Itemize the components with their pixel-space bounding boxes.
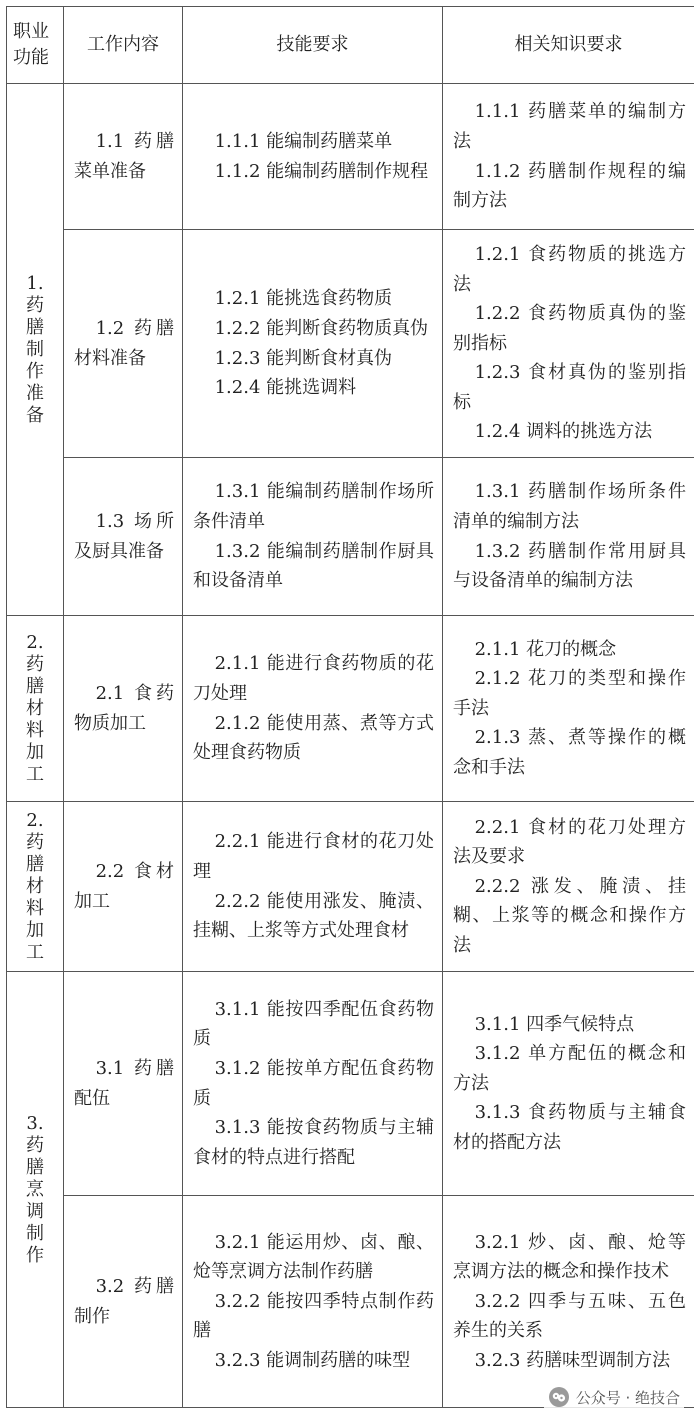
knowledge-cell	[443, 972, 695, 1196]
skill-item: 2.1.1 能进行食药物质的花刀处理	[193, 653, 434, 704]
skill-item: 1.3.2 能编制药膳制作厨具和设备清单	[193, 540, 434, 592]
work-content: 2.1 食药物质加工	[74, 682, 174, 734]
knowledge-item: 3.1.2 单方配伍的概念和方法	[453, 1043, 686, 1094]
skill-item: 3.2.1 能运用炒、卤、酿、炝等烹调方法制作药膳	[193, 1231, 434, 1283]
function-cell-2-repeat	[7, 802, 64, 972]
knowledge-item: 1.2.3 食材真伪的鉴别指标	[453, 362, 686, 413]
knowledge-cell	[443, 802, 695, 972]
header-work: 工作内容	[64, 7, 183, 84]
table-row	[7, 802, 695, 972]
skill-cell	[183, 230, 443, 458]
knowledge-item: 3.1.3 食药物质与主辅食材的搭配方法	[453, 1102, 686, 1153]
table-row	[7, 84, 695, 230]
knowledge-cell	[443, 84, 695, 230]
knowledge-item: 1.2.2 食药物质真伪的鉴别指标	[453, 303, 686, 354]
work-content: 1.3 场所及厨具准备	[74, 510, 174, 562]
skill-item: 1.1.2 能编制药膳制作规程	[214, 160, 429, 182]
skill-item: 2.2.2 能使用涨发、腌渍、挂糊、上浆等方式处理食材	[193, 890, 434, 942]
table-row	[7, 616, 695, 802]
skill-item: 1.2.1 能挑选食药物质	[214, 288, 393, 310]
work-content: 2.2 食材加工	[74, 860, 174, 912]
knowledge-item: 3.1.1 四季气候特点	[474, 1013, 635, 1035]
function-cell-1	[7, 84, 64, 616]
knowledge-item: 2.2.1 食材的花刀处理方法及要求	[453, 816, 686, 868]
knowledge-cell	[443, 230, 695, 458]
skill-item: 1.1.1 能编制药膳菜单	[214, 130, 393, 152]
work-cell	[64, 972, 183, 1196]
skill-cell	[183, 802, 443, 972]
table-header-row	[7, 7, 695, 84]
knowledge-item: 1.3.1 药膳制作场所条件清单的编制方法	[453, 481, 686, 532]
skill-requirements-table	[6, 6, 694, 1408]
work-cell	[64, 802, 183, 972]
table-row	[7, 1196, 695, 1408]
knowledge-item: 1.2.4 调料的挑选方法	[474, 421, 653, 443]
knowledge-item: 2.1.3 蒸、煮等操作的概念和手法	[453, 727, 686, 778]
knowledge-cell	[443, 616, 695, 802]
work-content: 1.1 药膳菜单准备	[74, 130, 174, 182]
header-knowledge: 相关知识要求	[443, 7, 695, 84]
header-skill: 技能要求	[183, 7, 443, 84]
skill-item: 1.3.1 能编制药膳制作场所条件清单	[193, 481, 434, 532]
function-cell-2	[7, 616, 64, 802]
table-row	[7, 458, 695, 616]
knowledge-item: 3.2.1 炒、卤、酿、炝等烹调方法的概念和操作技术	[453, 1231, 686, 1283]
work-cell	[64, 230, 183, 458]
wechat-official-account-icon	[548, 1386, 570, 1408]
watermark	[544, 1384, 684, 1410]
skill-item: 2.2.1 能进行食材的花刀处理	[193, 831, 434, 882]
work-cell	[64, 616, 183, 802]
knowledge-item: 1.3.2 药膳制作常用厨具与设备清单的编制方法	[453, 540, 686, 592]
function-label: 1.药膳制作准备	[26, 272, 44, 426]
skill-item: 2.1.2 能使用蒸、煮等方式处理食药物质	[193, 712, 434, 764]
standard-table-sheet	[6, 6, 694, 1410]
skill-cell	[183, 458, 443, 616]
skill-item: 3.2.2 能按四季特点制作药膳	[193, 1290, 434, 1342]
work-cell	[64, 1196, 183, 1408]
function-label: 2.药膳材料加工	[26, 631, 44, 785]
table-row	[7, 972, 695, 1196]
knowledge-item: 2.2.2 涨发、腌渍、挂糊、上浆等的概念和操作方法	[453, 875, 686, 956]
skill-cell	[183, 616, 443, 802]
skill-cell	[183, 972, 443, 1196]
knowledge-item: 1.1.1 药膳菜单的编制方法	[453, 101, 686, 152]
knowledge-item: 2.1.1 花刀的概念	[474, 638, 617, 660]
knowledge-item: 1.1.2 药膳制作规程的编制方法	[453, 160, 686, 212]
skill-cell	[183, 1196, 443, 1408]
work-cell	[64, 84, 183, 230]
knowledge-cell	[443, 458, 695, 616]
table-row	[7, 230, 695, 458]
skill-item: 1.2.2 能判断食药物质真伪	[214, 317, 429, 339]
skill-item: 3.2.3 能调制药膳的味型	[214, 1349, 411, 1371]
header-function: 职业功能	[7, 7, 64, 84]
function-label: 2.药膳材料加工	[26, 809, 44, 963]
skill-item: 3.1.3 能按食药物质与主辅食材的特点进行搭配	[193, 1117, 434, 1168]
watermark-text: 公众号 · 绝技合	[575, 1388, 680, 1407]
skill-item: 1.2.4 能挑选调料	[214, 377, 357, 399]
skill-item: 3.1.2 能按单方配伍食药物质	[193, 1057, 434, 1109]
knowledge-cell	[443, 1196, 695, 1408]
work-cell	[64, 458, 183, 616]
skill-cell	[183, 84, 443, 230]
knowledge-item: 1.2.1 食药物质的挑选方法	[453, 243, 686, 295]
knowledge-item: 3.2.2 四季与五味、五色养生的关系	[453, 1290, 686, 1342]
skill-item: 3.1.1 能按四季配伍食药物质	[193, 998, 434, 1050]
knowledge-item: 3.2.3 药膳味型调制方法	[474, 1349, 671, 1371]
function-label: 3.药膳烹调制作	[26, 1112, 44, 1266]
skill-item: 1.2.3 能判断食材真伪	[214, 347, 393, 369]
function-cell-3	[7, 972, 64, 1408]
work-content: 1.2 药膳材料准备	[74, 317, 174, 369]
work-content: 3.1 药膳配伍	[74, 1057, 174, 1109]
work-content: 3.2 药膳制作	[74, 1275, 174, 1327]
knowledge-item: 2.1.2 花刀的类型和操作手法	[453, 668, 686, 719]
